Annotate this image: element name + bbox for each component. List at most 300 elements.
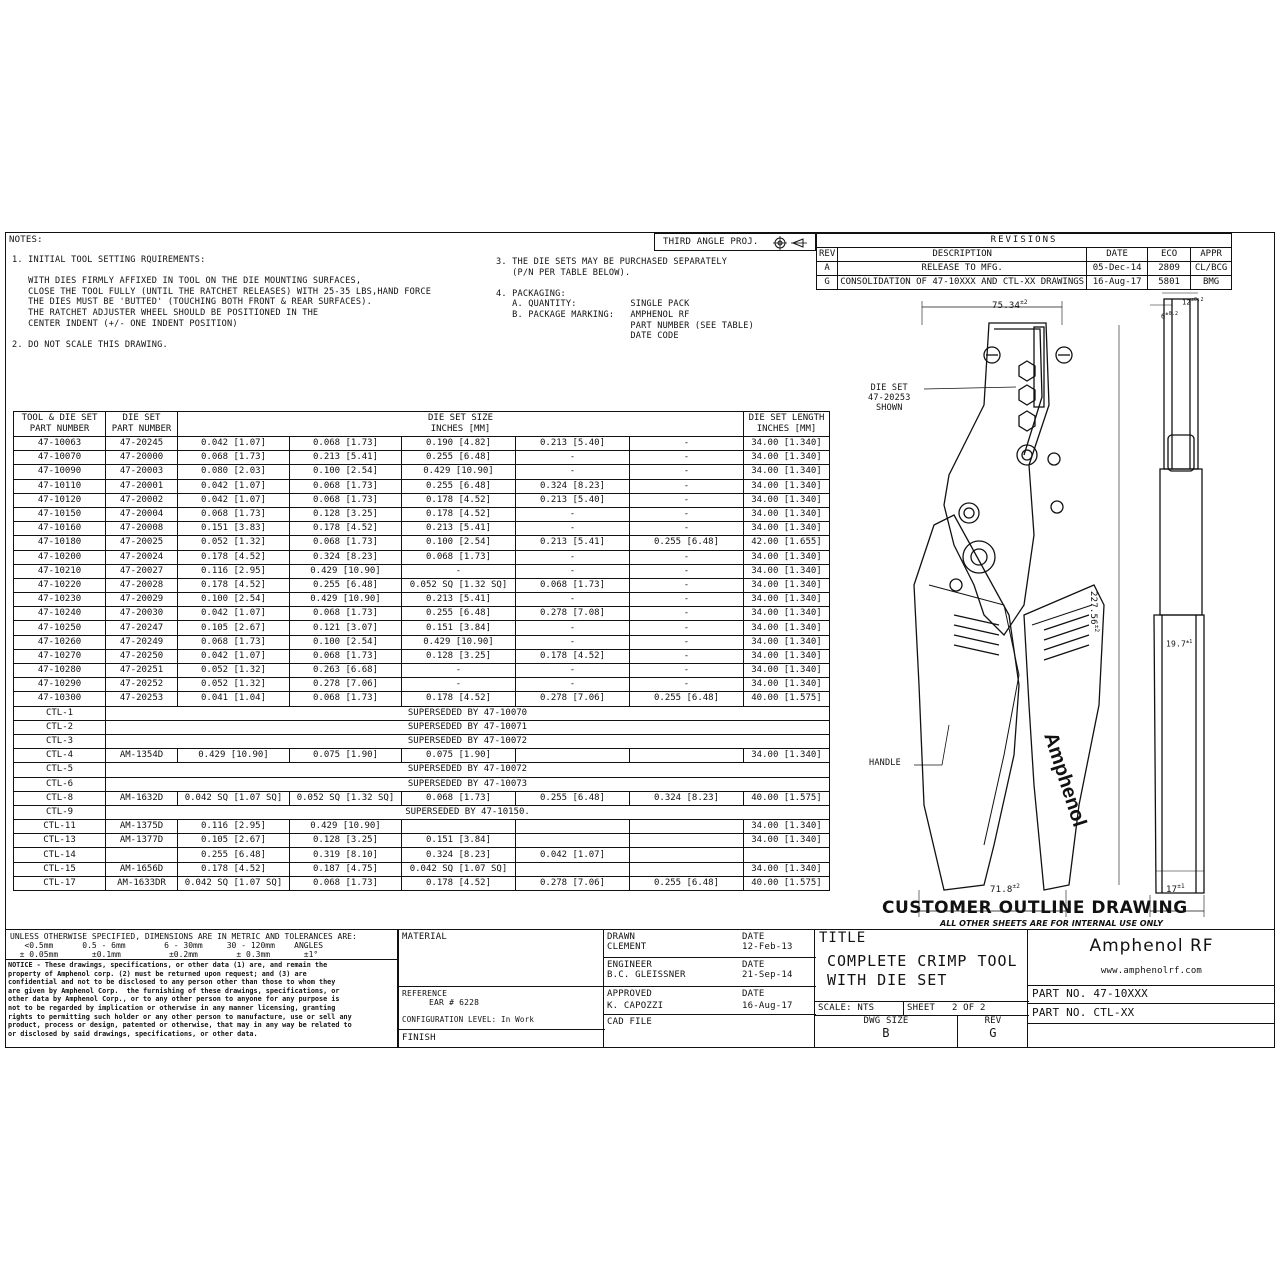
dim-height: $227.56^{\pm 2}$ <box>1088 591 1100 633</box>
die-part-cell: 47-20024 <box>106 550 178 564</box>
rev-value: G <box>989 1026 997 1040</box>
superseded-cell: SUPERSEDED BY 47-10072 <box>106 763 830 777</box>
tool-part-cell: 47-10300 <box>14 692 106 706</box>
header-die-size: DIE SET SIZE INCHES [MM] <box>178 412 744 437</box>
die-size-cell: 0.190 [4.82] <box>402 437 516 451</box>
die-length-cell: 34.00 [1.340] <box>744 820 830 834</box>
die-size-cell: - <box>630 649 744 663</box>
projection-label: THIRD ANGLE PROJ. <box>663 237 759 247</box>
die-size-cell: 0.213 [5.41] <box>516 536 630 550</box>
notes-heading: NOTES: <box>9 235 43 245</box>
revision-cell: CONSOLIDATION OF 47-10XXX AND CTL-XX DRAWINGS <box>838 276 1087 290</box>
die-part-cell: AM-1354D <box>106 749 178 763</box>
die-size-cell <box>630 848 744 862</box>
die-length-cell: 40.00 [1.575] <box>744 876 830 890</box>
die-part-cell: 47-20253 <box>106 692 178 706</box>
tool-part-cell: 47-10063 <box>14 437 106 451</box>
engineer-date: 21-Sep-14 <box>742 970 793 980</box>
table-row <box>14 522 830 536</box>
tool-part-cell: CTL-1 <box>14 706 106 720</box>
die-size-cell: 0.255 [6.48] <box>402 451 516 465</box>
die-size-cell: 0.178 [4.52] <box>402 692 516 706</box>
table-row <box>14 564 830 578</box>
revision-row <box>817 262 1232 276</box>
die-length-cell: 40.00 [1.575] <box>744 791 830 805</box>
drawn-date-label: DATE <box>742 932 765 942</box>
table-row <box>14 734 830 748</box>
die-size-cell: 0.042 [1.07] <box>516 848 630 862</box>
die-size-cell: 0.068 [1.73] <box>290 607 402 621</box>
die-part-cell <box>106 848 178 862</box>
die-size-cell: 0.116 [2.95] <box>178 564 290 578</box>
die-size-cell: 0.278 [7.08] <box>516 607 630 621</box>
approval-block <box>603 929 815 1047</box>
table-row <box>14 820 830 834</box>
die-size-cell: - <box>402 678 516 692</box>
crimp-tool-drawing <box>844 285 1274 925</box>
superseded-cell: SUPERSEDED BY 47-10071 <box>106 720 830 734</box>
die-length-cell: 34.00 [1.340] <box>744 507 830 521</box>
die-size-cell <box>516 820 630 834</box>
die-size-cell: 0.042 SQ [1.07 SQ] <box>178 876 290 890</box>
approved-date: 16-Aug-17 <box>742 1001 793 1011</box>
table-row <box>14 593 830 607</box>
die-length-cell: 34.00 [1.340] <box>744 649 830 663</box>
die-size-cell: 0.042 [1.07] <box>178 437 290 451</box>
tool-part-cell: CTL-4 <box>14 749 106 763</box>
projection-symbol-icon <box>773 236 813 250</box>
die-set-table <box>13 411 830 891</box>
die-size-cell: - <box>630 607 744 621</box>
tool-part-cell: CTL-11 <box>14 820 106 834</box>
die-length-cell: 34.00 [1.340] <box>744 465 830 479</box>
die-size-cell: - <box>630 507 744 521</box>
die-size-cell: 0.151 [3.83] <box>178 522 290 536</box>
die-size-cell: 0.213 [5.41] <box>402 593 516 607</box>
tool-part-cell: 47-10150 <box>14 507 106 521</box>
material-label: MATERIAL <box>402 932 447 942</box>
die-part-cell: 47-20008 <box>106 522 178 536</box>
revisions-header-date: DATE <box>1087 248 1148 262</box>
table-row <box>14 649 830 663</box>
notes-right: 3. THE DIE SETS MAY BE PURCHASED SEPARATELY (P/N PER TABLE BELOW). 4. PACKAGING: A. QUANTITY: SINGLE PACK B. PACKAGE MARKING: AMPHENOL RF PART NUMBER (SEE TABLE) DATE CODE <box>496 257 754 342</box>
die-length-cell: 40.00 [1.575] <box>744 692 830 706</box>
die-size-cell: - <box>516 564 630 578</box>
tool-part-cell: CTL-2 <box>14 720 106 734</box>
die-size-cell: 0.068 [1.73] <box>402 550 516 564</box>
die-size-cell: - <box>630 522 744 536</box>
die-size-cell: - <box>516 522 630 536</box>
tool-part-cell: 47-10090 <box>14 465 106 479</box>
revisions-title: REVISIONS <box>817 234 1232 248</box>
tool-part-cell: 47-10260 <box>14 635 106 649</box>
superseded-cell: SUPERSEDED BY 47-10070 <box>106 706 830 720</box>
tool-part-cell: 47-10240 <box>14 607 106 621</box>
die-size-cell: 0.121 [3.07] <box>290 621 402 635</box>
approved-label: APPROVED <box>607 989 652 999</box>
die-size-cell <box>630 862 744 876</box>
die-size-cell: 0.052 SQ [1.32 SQ] <box>402 578 516 592</box>
die-size-cell: 0.128 [3.25] <box>402 649 516 663</box>
die-size-cell: - <box>516 593 630 607</box>
tool-part-cell: CTL-14 <box>14 848 106 862</box>
die-size-cell: 0.068 [1.73] <box>402 791 516 805</box>
sheet-value: SHEET 2 OF 2 <box>907 1003 986 1013</box>
tool-part-cell: 47-10070 <box>14 451 106 465</box>
customer-outline-subtitle: ALL OTHER SHEETS ARE FOR INTERNAL USE ONLY <box>940 919 1163 928</box>
table-row <box>14 479 830 493</box>
notes-left: 1. INITIAL TOOL SETTING RQUIREMENTS: WITH DIES FIRMLY AFFIXED IN TOOL ON THE DIE MOUNTING SURFACES, CLOSE THE TOOL FULLY (UNTIL THE RATCHET RELEASES) WITH 25-35 LBS,HAND FORCE THE DIES MUST BE 'BUTTED' (TOUCHING BOTH FRONT & REAR SURFACES). THE RATCHET ADJUSTER WHEEL SHOULD BE POSITIONED IN THE CENTER INDENT (+/- ONE INDENT POSITION) 2. DO NOT SCALE THIS DRAWING. <box>12 255 432 350</box>
die-size-cell: 0.075 [1.90] <box>402 749 516 763</box>
die-size-cell: - <box>630 664 744 678</box>
die-size-cell: 0.178 [4.52] <box>516 649 630 663</box>
table-row <box>14 791 830 805</box>
die-size-cell: - <box>516 507 630 521</box>
die-part-cell: AM-1375D <box>106 820 178 834</box>
engineer-date-label: DATE <box>742 960 765 970</box>
die-size-cell: 0.278 [7.06] <box>290 678 402 692</box>
die-length-cell: 34.00 [1.340] <box>744 564 830 578</box>
table-row <box>14 507 830 521</box>
tool-part-cell: CTL-6 <box>14 777 106 791</box>
die-length-cell: 34.00 [1.340] <box>744 437 830 451</box>
die-size-cell: 0.255 [6.48] <box>630 536 744 550</box>
cad-file-label: CAD FILE <box>607 1017 652 1027</box>
die-part-cell: 47-20029 <box>106 593 178 607</box>
table-row <box>14 678 830 692</box>
company-block <box>1027 929 1274 1047</box>
die-size-cell: - <box>516 635 630 649</box>
die-size-cell: - <box>630 621 744 635</box>
rev-label: REV <box>984 1016 1002 1026</box>
table-row <box>14 664 830 678</box>
engineer-label: ENGINEER <box>607 960 652 970</box>
die-size-cell: 0.178 [4.52] <box>178 550 290 564</box>
die-part-cell: 47-20030 <box>106 607 178 621</box>
die-part-cell: AM-1633DR <box>106 876 178 890</box>
die-size-cell: 0.068 [1.73] <box>516 578 630 592</box>
table-row <box>14 763 830 777</box>
tolerance-text: UNLESS OTHERWISE SPECIFIED, DIMENSIONS ARE IN METRIC AND TOLERANCES ARE: <0.5mm 0.5 - 6mm 6 - 30mm 30 - 120mm ANGLES ± 0.05mm ±0.1mm ±0.2mm ± 0.3mm ±1° <box>10 932 357 959</box>
die-size-cell: 0.100 [2.54] <box>290 635 402 649</box>
die-size-cell: - <box>630 593 744 607</box>
revision-cell: BMG <box>1191 276 1232 290</box>
die-size-cell: 0.255 [6.48] <box>630 692 744 706</box>
die-length-cell: 34.00 [1.340] <box>744 749 830 763</box>
tool-part-cell: 47-10270 <box>14 649 106 663</box>
die-size-cell: 0.105 [2.67] <box>178 621 290 635</box>
table-row <box>14 635 830 649</box>
projection-box <box>654 233 816 251</box>
die-size-cell: - <box>630 635 744 649</box>
revision-cell: G <box>817 276 838 290</box>
die-size-cell: 0.080 [2.03] <box>178 465 290 479</box>
table-row <box>14 465 830 479</box>
die-length-cell: 34.00 [1.340] <box>744 635 830 649</box>
die-size-cell: - <box>402 564 516 578</box>
die-size-cell: 0.178 [4.52] <box>402 507 516 521</box>
die-length-cell: 42.00 [1.655] <box>744 536 830 550</box>
title-box <box>814 929 1028 1047</box>
die-size-cell: - <box>516 550 630 564</box>
table-row <box>14 692 830 706</box>
reference-value: EAR # 6228 <box>429 998 480 1007</box>
dwg-size-label: DWG SIZE <box>863 1016 909 1026</box>
die-size-cell: 0.052 [1.32] <box>178 536 290 550</box>
tool-part-cell: CTL-3 <box>14 734 106 748</box>
engineer-name: B.C. GLEISSNER <box>607 970 686 980</box>
table-row <box>14 536 830 550</box>
die-size-cell <box>516 862 630 876</box>
config-level: CONFIGURATION LEVEL: In Work <box>402 1015 535 1024</box>
table-row <box>14 621 830 635</box>
revision-cell: A <box>817 262 838 276</box>
die-length-cell: 34.00 [1.340] <box>744 550 830 564</box>
handle-callout: HANDLE <box>869 758 901 768</box>
die-size-cell: 0.068 [1.73] <box>178 635 290 649</box>
die-size-cell: 0.068 [1.73] <box>290 692 402 706</box>
tool-part-cell: CTL-9 <box>14 805 106 819</box>
die-size-cell: 0.324 [8.23] <box>630 791 744 805</box>
dim-width-top: $75.34^{\pm 2}$ <box>992 299 1028 311</box>
table-row <box>14 805 830 819</box>
die-size-cell: 0.178 [4.52] <box>178 862 290 876</box>
die-size-cell: 0.128 [3.25] <box>290 834 402 848</box>
company-website: www.amphenolrf.com <box>1100 966 1203 976</box>
die-size-cell: 0.100 [2.54] <box>178 593 290 607</box>
die-set-callout: DIE SET 47-20253 SHOWN <box>868 383 911 413</box>
die-size-cell: 0.068 [1.73] <box>290 876 402 890</box>
tool-part-cell: CTL-5 <box>14 763 106 777</box>
die-size-cell: 0.042 SQ [1.07 SQ] <box>178 791 290 805</box>
superseded-cell: SUPERSEDED BY 47-10072 <box>106 734 830 748</box>
die-part-cell: 47-20252 <box>106 678 178 692</box>
die-size-cell: 0.151 [3.84] <box>402 834 516 848</box>
revisions-table <box>816 233 1232 290</box>
header-die-part: DIE SET PART NUMBER <box>106 412 178 437</box>
part-number-2: PART NO. CTL-XX <box>1032 1006 1135 1019</box>
die-length-cell: 34.00 [1.340] <box>744 834 830 848</box>
revisions-header-rev: REV <box>817 248 838 262</box>
die-length-cell: 34.00 [1.340] <box>744 522 830 536</box>
die-size-cell: - <box>516 678 630 692</box>
die-size-cell: - <box>516 451 630 465</box>
die-size-cell: 0.187 [4.75] <box>290 862 402 876</box>
revision-cell: RELEASE TO MFG. <box>838 262 1087 276</box>
die-size-cell <box>402 820 516 834</box>
die-size-cell: 0.151 [3.84] <box>402 621 516 635</box>
die-size-cell: 0.052 [1.32] <box>178 664 290 678</box>
die-size-cell: 0.068 [1.73] <box>290 493 402 507</box>
die-part-cell: 47-20003 <box>106 465 178 479</box>
die-length-cell: 34.00 [1.340] <box>744 578 830 592</box>
revisions-header-appr: APPR <box>1191 248 1232 262</box>
part-number-1: PART NO. 47-10XXX <box>1032 987 1148 1000</box>
die-length-cell: 34.00 [1.340] <box>744 678 830 692</box>
superseded-cell: SUPERSEDED BY 47-10150. <box>106 805 830 819</box>
die-size-cell: 0.255 [6.48] <box>516 791 630 805</box>
die-size-cell: 0.255 [6.48] <box>402 479 516 493</box>
drawn-name: CLEMENT <box>607 942 647 952</box>
die-size-cell: 0.100 [2.54] <box>402 536 516 550</box>
revisions-header-eco: ECO <box>1148 248 1191 262</box>
die-size-cell: 0.052 SQ [1.32 SQ] <box>290 791 402 805</box>
die-length-cell: 34.00 [1.340] <box>744 664 830 678</box>
header-die-length: DIE SET LENGTH INCHES [MM] <box>744 412 830 437</box>
die-size-cell: 0.278 [7.06] <box>516 876 630 890</box>
customer-outline-title: CUSTOMER OUTLINE DRAWING <box>882 898 1188 918</box>
die-size-cell: 0.068 [1.73] <box>178 451 290 465</box>
die-size-cell: 0.255 [6.48] <box>402 607 516 621</box>
die-size-cell: 0.255 [6.48] <box>290 578 402 592</box>
approved-date-label: DATE <box>742 989 765 999</box>
die-size-cell: 0.429 [10.90] <box>178 749 290 763</box>
die-length-cell: 34.00 [1.340] <box>744 607 830 621</box>
die-size-cell: 0.068 [1.73] <box>290 437 402 451</box>
die-part-cell: 47-20245 <box>106 437 178 451</box>
die-size-cell: 0.324 [8.23] <box>516 479 630 493</box>
reference-label: REFERENCE <box>402 989 448 998</box>
tool-part-cell: 47-10180 <box>14 536 106 550</box>
handle-brand-text: Amphenol <box>1039 729 1091 830</box>
tool-part-cell: 47-10120 <box>14 493 106 507</box>
die-size-cell: 0.116 [2.95] <box>178 820 290 834</box>
title-label: TITLE <box>819 930 867 946</box>
die-part-cell: 47-20025 <box>106 536 178 550</box>
table-row <box>14 578 830 592</box>
table-row <box>14 607 830 621</box>
die-size-cell: 0.278 [7.06] <box>516 692 630 706</box>
die-size-cell: 0.128 [3.25] <box>290 507 402 521</box>
revision-cell: 05-Dec-14 <box>1087 262 1148 276</box>
dim-17: $17^{\pm 1}$ <box>1166 883 1185 895</box>
die-size-cell: 0.100 [2.54] <box>290 465 402 479</box>
tool-part-cell: CTL-8 <box>14 791 106 805</box>
revision-cell: CL/BCG <box>1191 262 1232 276</box>
die-size-cell: 0.178 [4.52] <box>402 493 516 507</box>
tool-part-cell: 47-10220 <box>14 578 106 592</box>
die-size-cell: 0.042 [1.07] <box>178 649 290 663</box>
die-size-cell: - <box>630 493 744 507</box>
dwg-size-value: B <box>882 1026 890 1040</box>
die-size-cell: 0.255 [6.48] <box>630 876 744 890</box>
die-size-cell: - <box>516 465 630 479</box>
die-size-cell: - <box>630 437 744 451</box>
die-size-cell: 0.075 [1.90] <box>290 749 402 763</box>
finish-label: FINISH <box>402 1033 436 1043</box>
die-part-cell: 47-20000 <box>106 451 178 465</box>
die-size-cell <box>630 749 744 763</box>
die-size-cell: - <box>402 664 516 678</box>
die-size-cell: 0.042 [1.07] <box>178 479 290 493</box>
die-length-cell: 34.00 [1.340] <box>744 593 830 607</box>
die-size-cell: 0.105 [2.67] <box>178 834 290 848</box>
tool-part-cell: CTL-17 <box>14 876 106 890</box>
revision-cell: 5801 <box>1148 276 1191 290</box>
table-row <box>14 451 830 465</box>
drawing-title: COMPLETE CRIMP TOOL WITH DIE SET <box>827 952 1018 989</box>
die-size-cell: 0.324 [8.23] <box>402 848 516 862</box>
die-size-cell: 0.213 [5.41] <box>290 451 402 465</box>
table-row <box>14 777 830 791</box>
drawn-label: DRAWN <box>607 932 636 942</box>
table-row <box>14 437 830 451</box>
die-size-cell: 0.255 [6.48] <box>178 848 290 862</box>
tool-part-cell: CTL-15 <box>14 862 106 876</box>
revision-cell: 16-Aug-17 <box>1087 276 1148 290</box>
tool-part-cell: 47-10210 <box>14 564 106 578</box>
die-size-cell <box>630 834 744 848</box>
dim-side-6: $6^{\pm 0.2}$ <box>1161 311 1179 321</box>
die-size-cell: 0.068 [1.73] <box>290 536 402 550</box>
die-size-cell: 0.213 [5.40] <box>516 437 630 451</box>
die-size-cell: 0.178 [4.52] <box>178 578 290 592</box>
tool-part-cell: 47-10290 <box>14 678 106 692</box>
die-size-cell: 0.429 [10.90] <box>290 593 402 607</box>
die-size-cell: - <box>630 479 744 493</box>
die-size-cell: 0.068 [1.73] <box>290 479 402 493</box>
die-size-cell: - <box>516 664 630 678</box>
table-row <box>14 834 830 848</box>
die-size-cell: 0.213 [5.41] <box>402 522 516 536</box>
table-row <box>14 749 830 763</box>
die-part-cell: AM-1377D <box>106 834 178 848</box>
die-size-cell: 0.213 [5.40] <box>516 493 630 507</box>
die-part-cell: 47-20250 <box>106 649 178 663</box>
die-size-cell: - <box>516 621 630 635</box>
die-size-cell: 0.052 [1.32] <box>178 678 290 692</box>
die-size-cell: 0.263 [6.68] <box>290 664 402 678</box>
revisions-header-description: DESCRIPTION <box>838 248 1087 262</box>
table-row <box>14 862 830 876</box>
die-size-cell <box>516 834 630 848</box>
die-part-cell: 47-20001 <box>106 479 178 493</box>
die-size-cell: 0.178 [4.52] <box>290 522 402 536</box>
die-size-cell: - <box>630 564 744 578</box>
header-tool-part: TOOL & DIE SET PART NUMBER <box>14 412 106 437</box>
table-row <box>14 848 830 862</box>
tool-part-cell: 47-10250 <box>14 621 106 635</box>
tool-part-cell: 47-10200 <box>14 550 106 564</box>
tool-part-cell: 47-10230 <box>14 593 106 607</box>
die-part-cell: 47-20027 <box>106 564 178 578</box>
tolerance-block <box>6 929 398 1047</box>
die-size-cell: 0.068 [1.73] <box>290 649 402 663</box>
company-name: Amphenol RF <box>1089 936 1214 956</box>
die-size-cell: 0.429 [10.90] <box>402 465 516 479</box>
table-row <box>14 493 830 507</box>
die-part-cell: 47-20028 <box>106 578 178 592</box>
dim-bottom: $71.8^{\pm 2}$ <box>990 883 1021 895</box>
die-size-cell: 0.429 [10.90] <box>402 635 516 649</box>
scale-value: SCALE: NTS <box>818 1003 875 1013</box>
die-part-cell: 47-20247 <box>106 621 178 635</box>
material-block <box>398 929 604 1047</box>
die-size-cell: 0.429 [10.90] <box>290 820 402 834</box>
drawn-date: 12-Feb-13 <box>742 942 793 952</box>
die-length-cell: 34.00 [1.340] <box>744 493 830 507</box>
die-part-cell: 47-20251 <box>106 664 178 678</box>
die-size-cell: 0.429 [10.90] <box>290 564 402 578</box>
die-size-cell: - <box>630 678 744 692</box>
die-size-cell: 0.324 [8.23] <box>290 550 402 564</box>
die-length-cell: 34.00 [1.340] <box>744 451 830 465</box>
die-part-cell: 47-20249 <box>106 635 178 649</box>
die-size-cell: 0.319 [8.10] <box>290 848 402 862</box>
die-part-cell: AM-1632D <box>106 791 178 805</box>
tool-part-cell: 47-10280 <box>14 664 106 678</box>
table-row <box>14 720 830 734</box>
